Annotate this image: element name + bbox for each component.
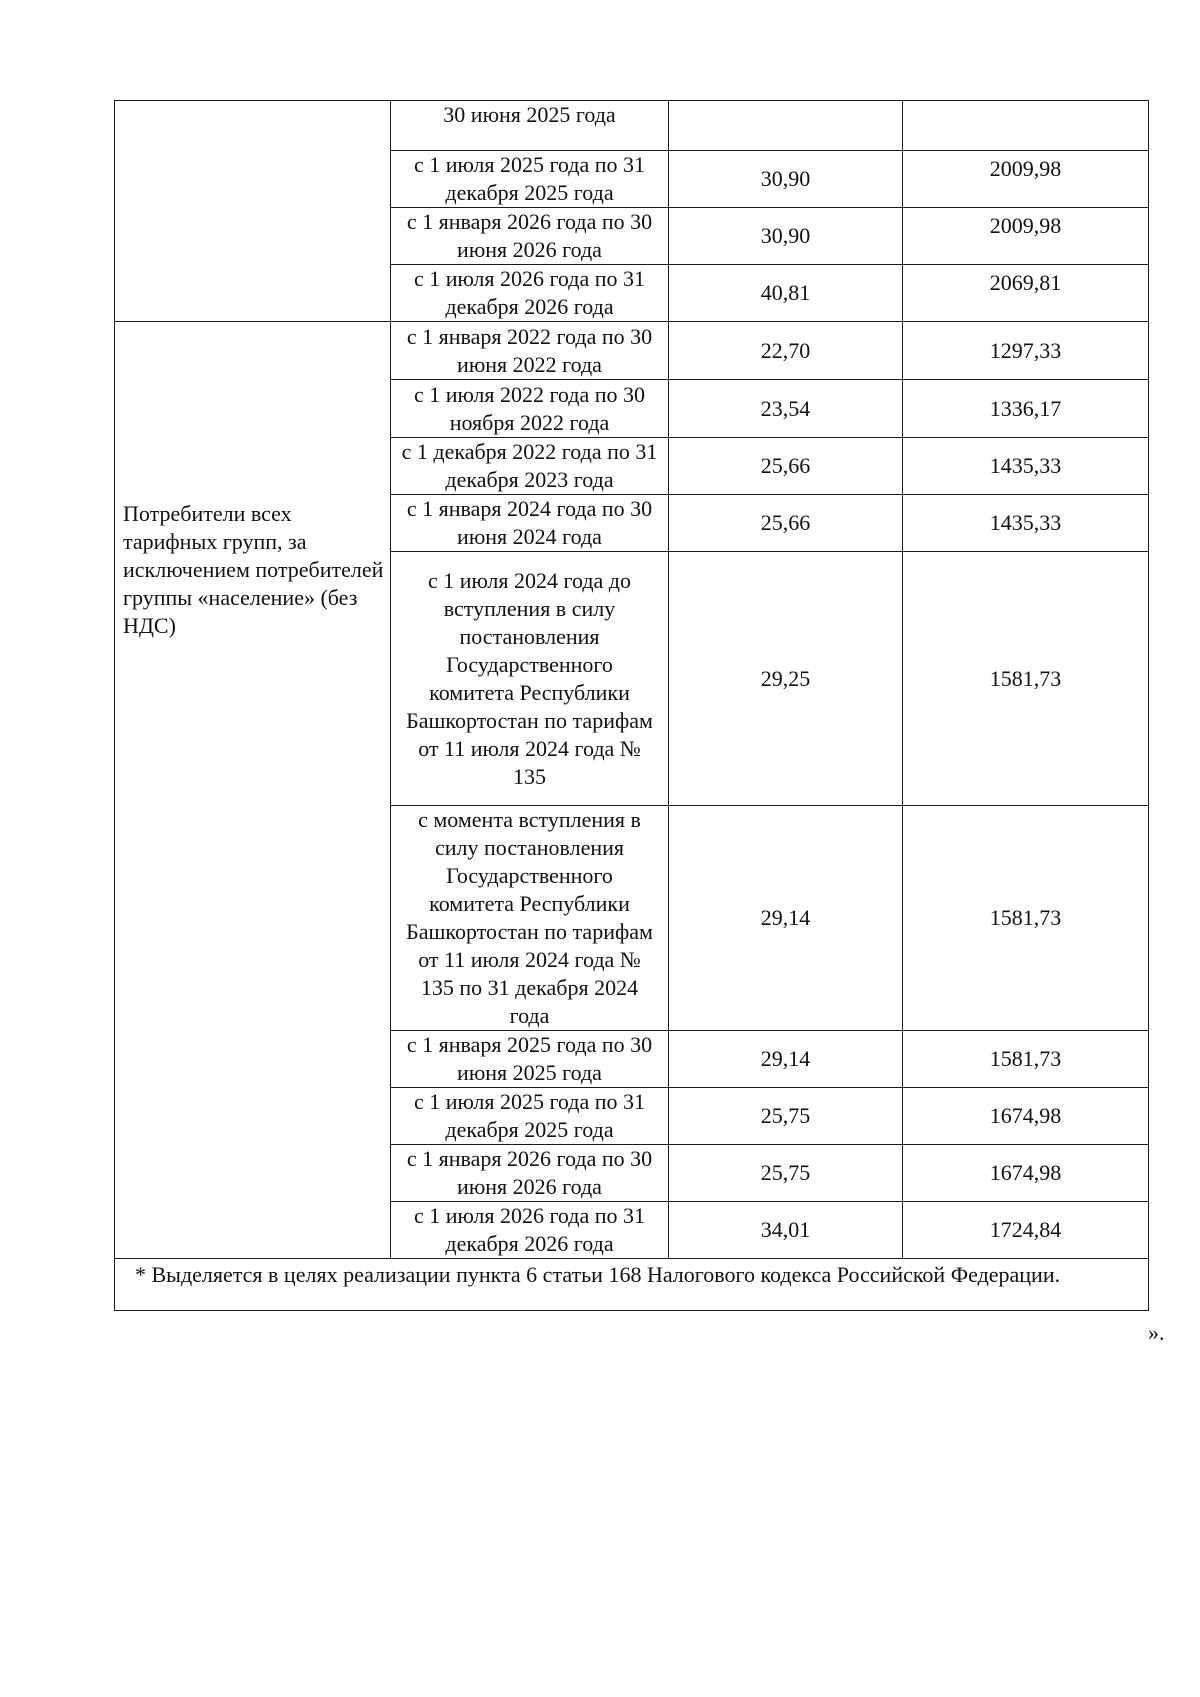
footnote-row <box>115 1259 1149 1311</box>
value-2-cell: 1674,98 <box>903 1088 1149 1145</box>
closing-quote-mark: ». <box>1148 1320 1165 1345</box>
period-cell: с 1 июля 2025 года по 31 декабря 2025 года <box>391 151 669 208</box>
table-row <box>115 101 1149 151</box>
value-2-cell: 2069,81 <box>903 265 1149 322</box>
value-1-cell: 25,66 <box>669 438 903 495</box>
value-1-cell: 29,25 <box>669 552 903 806</box>
value-2-cell: 1336,17 <box>903 380 1149 438</box>
footnote: * Выделяется в целях реализации пункта 6 статьи 168 Налогового кодекса Российской Федерации. <box>115 1259 1149 1311</box>
consumer-group-cell: Потребители всех тарифных групп, за исключением потребителей группы «население» (без НДС) <box>115 322 391 1259</box>
table-row <box>115 322 1149 380</box>
period-cell: с 1 января 2026 года по 30 июня 2026 года <box>391 208 669 265</box>
period-cell: с 1 июля 2025 года по 31 декабря 2025 года <box>391 1088 669 1145</box>
value-1-cell: 25,75 <box>669 1088 903 1145</box>
consumer-group-cell-empty <box>115 101 391 322</box>
value-2-cell: 2009,98 <box>903 151 1149 208</box>
value-1-cell: 40,81 <box>669 265 903 322</box>
value-1-cell: 25,66 <box>669 495 903 552</box>
value-2-cell: 1724,84 <box>903 1202 1149 1259</box>
value-1-cell: 30,90 <box>669 151 903 208</box>
period-cell: с 1 января 2022 года по 30 июня 2022 года <box>391 322 669 380</box>
value-2-cell: 1435,33 <box>903 495 1149 552</box>
value-2-cell: 1581,73 <box>903 806 1149 1031</box>
value-2-cell: 1581,73 <box>903 552 1149 806</box>
tariff-table <box>114 100 1149 1311</box>
period-cell: с 1 декабря 2022 года по 31 декабря 2023 года <box>391 438 669 495</box>
period-cell: с 1 июля 2022 года по 30 ноября 2022 года <box>391 380 669 438</box>
value-1-cell: 30,90 <box>669 208 903 265</box>
value-1-cell: 25,75 <box>669 1145 903 1202</box>
value-1-cell: 29,14 <box>669 1031 903 1088</box>
value-2-cell <box>903 101 1149 151</box>
period-cell: с 1 июля 2026 года по 31 декабря 2026 года <box>391 265 669 322</box>
value-1-cell: 22,70 <box>669 322 903 380</box>
period-cell: с 1 января 2024 года по 30 июня 2024 года <box>391 495 669 552</box>
value-2-cell: 1297,33 <box>903 322 1149 380</box>
period-cell: 30 июня 2025 года <box>391 101 669 151</box>
value-1-cell <box>669 101 903 151</box>
period-cell: с 1 июля 2026 года по 31 декабря 2026 года <box>391 1202 669 1259</box>
value-2-cell: 1674,98 <box>903 1145 1149 1202</box>
value-1-cell: 29,14 <box>669 806 903 1031</box>
period-cell: с 1 января 2025 года по 30 июня 2025 года <box>391 1031 669 1088</box>
value-2-cell: 2009,98 <box>903 208 1149 265</box>
value-2-cell: 1435,33 <box>903 438 1149 495</box>
period-cell: с 1 июля 2024 года до вступления в силу постановления Государственного комитета Республики Башкортостан по тарифам от 11 июля 2024 года № 135 <box>391 552 669 806</box>
value-1-cell: 34,01 <box>669 1202 903 1259</box>
period-cell: с момента вступления в силу постановления Государственного комитета Республики Башкортостан по тарифам от 11 июля 2024 года № 135 по 31 декабря 2024 года <box>391 806 669 1031</box>
period-cell: с 1 января 2026 года по 30 июня 2026 года <box>391 1145 669 1202</box>
value-1-cell: 23,54 <box>669 380 903 438</box>
value-2-cell: 1581,73 <box>903 1031 1149 1088</box>
